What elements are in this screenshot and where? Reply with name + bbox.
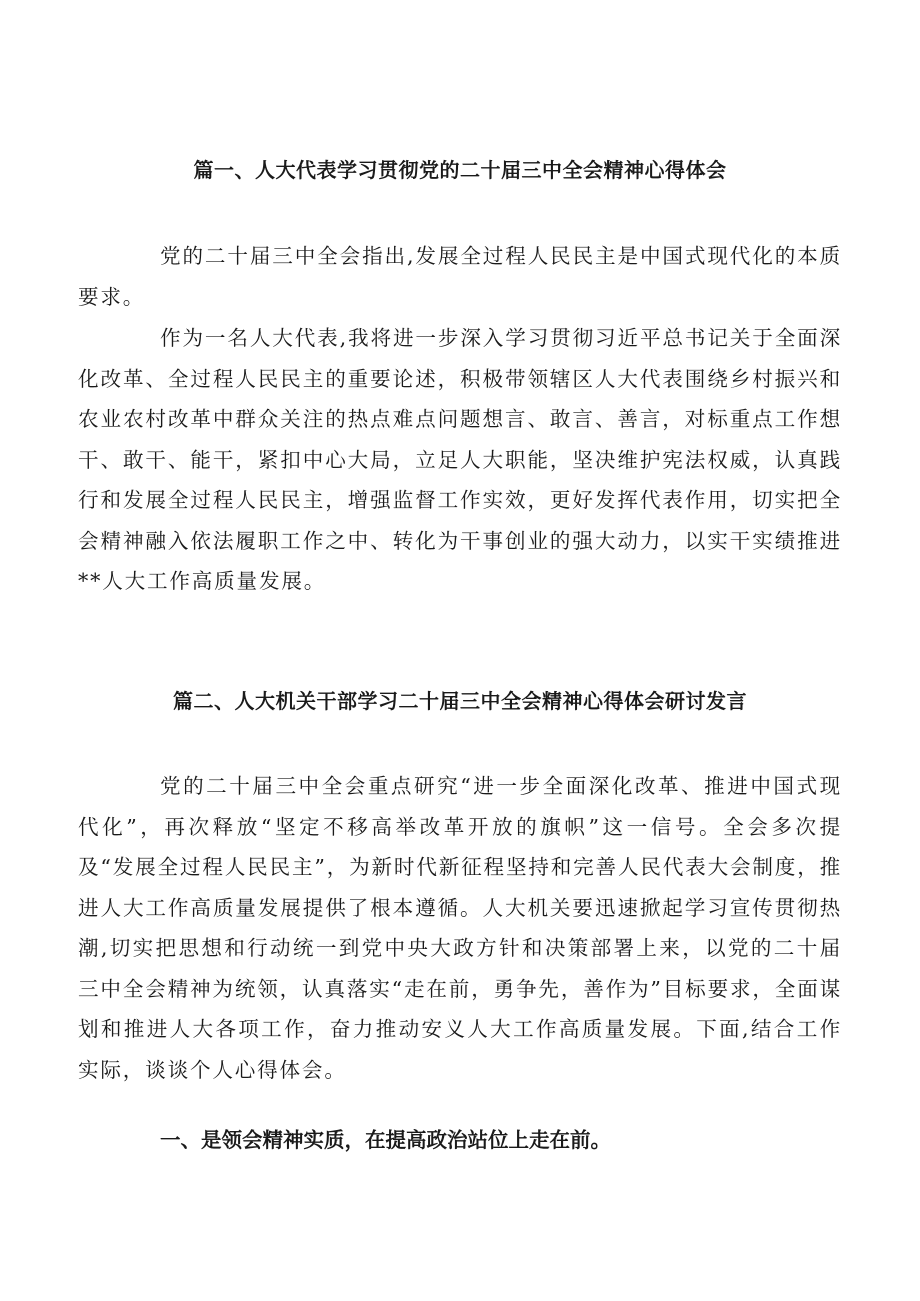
section-2-subheading: 一、是领会精神实质，在提高政治站位上走在前。 bbox=[160, 1128, 611, 1152]
section-2-title: 篇二、人大机关干部学习二十届三中全会精神心得体会研讨发言 bbox=[173, 689, 747, 713]
section-2-paragraph-1: 党的二十届三中全会重点研究“进一步全面深化改革、推进中国式现代化”，再次释放“坚定不移高举改革开放的旗帜”这一信号。全会多次提及“发展全过程人民民主”，为新时代新征程坚持和完善人民代表大会制度，推进人大工作高质量发展提供了根本遵循。人大机关要迅速掀起学习宣传贯彻热潮,切实把思想和行动统一到党中央大政方针和决策部署上来，以党的二十届三中全会精神为统领，认真落实“走在前，勇争先，善作为”目标要求，全面谋划和推进人大各项工作，奋力推动安义人大工作高质量发展。下面,结合工作实际，谈谈个人心得体会。 bbox=[78, 774, 842, 1082]
section-1-paragraph-2: 作为一名人大代表,我将进一步深入学习贯彻习近平总书记关于全面深化改革、全过程人民民主的重要论述，积极带领辖区人大代表围绕乡村振兴和农业农村改革中群众关注的热点难点问题想言、敢言、善言，对标重点工作想干、敢干、能干，紧扣中心大局，立足人大职能，坚决维护宪法权威，认真践行和发展全过程人民民主，增强监督工作实效，更好发挥代表作用，切实把全会精神融入依法履职工作之中、转化为干事创业的强大动力，以实干实绩推进**人大工作高质量发展。 bbox=[78, 326, 842, 593]
section-1-title: 篇一、人大代表学习贯彻党的二十届三中全会精神心得体会 bbox=[193, 158, 727, 182]
section-1-paragraph-1: 党的二十届三中全会指出,发展全过程人民民主是中国式现代化的本质要求。 bbox=[78, 244, 842, 309]
